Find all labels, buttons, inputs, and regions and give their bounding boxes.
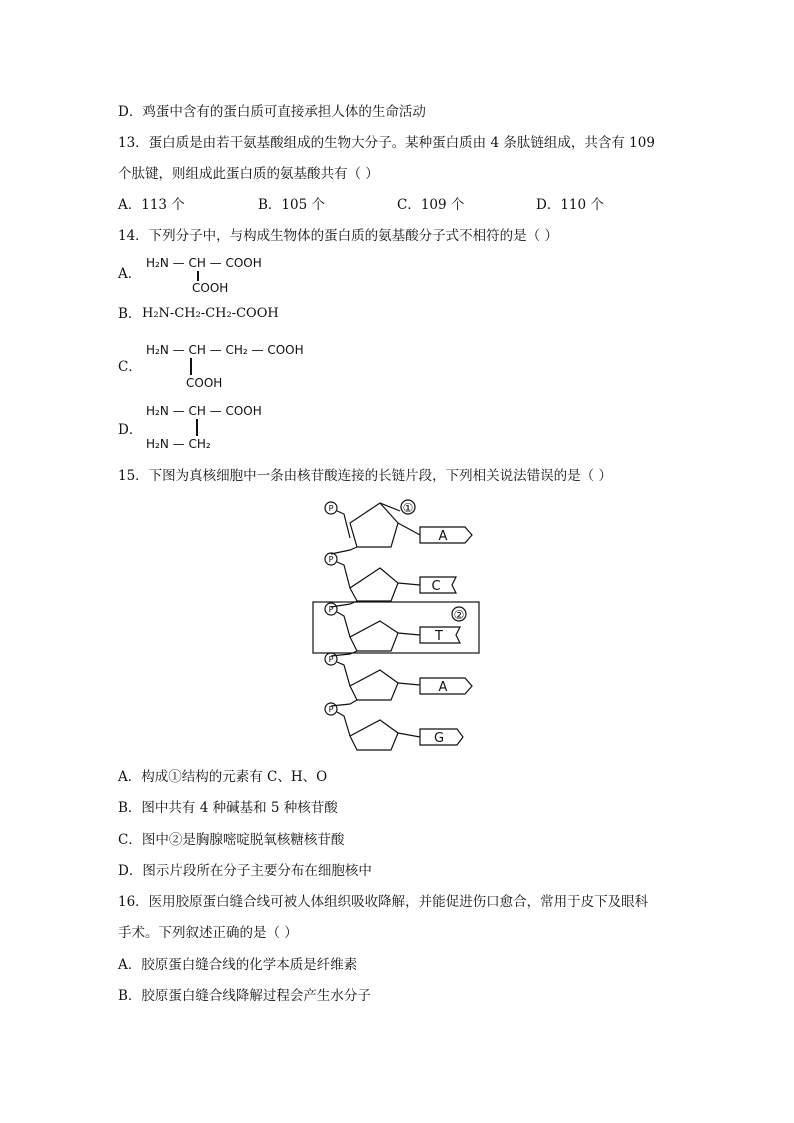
q13-option-a: A．113 个 [118,197,185,213]
q13-option-c: C．109 个 [397,197,465,213]
phosphate-label: P [328,605,334,614]
base-label: A [438,680,448,695]
q14-option-b-label: B． [118,306,142,322]
marker-2-label: ② [453,608,465,622]
q14-d-formula-side: H₂N — CH₂ [146,437,211,451]
q14-option-d-label: D． [118,422,143,438]
base-label: T [435,629,443,644]
q14-d-formula-main: H₂N — CH — COOH [146,404,262,418]
q13-stem-line2: 个肽键，则组成此蛋白质的氨基酸共有（ ） [118,166,379,182]
q16-stem-line1: 16．医用胶原蛋白缝合线可被人体组织吸收降解，并能促进伤口愈合，常用于皮下及眼科 [118,894,649,910]
q15-option-b: B．图中共有 4 种碱基和 5 种核苷酸 [118,800,338,816]
nucleotide-chain-diagram [300,492,500,752]
q14-c-formula-main: H₂N — CH — CH₂ — COOH [146,343,304,357]
marker-1-label: ① [402,501,414,515]
q15-option-c: C．图中②是胸腺嘧啶脱氧核糖核苷酸 [118,832,345,848]
q15-stem: 15．下图为真核细胞中一条由核苷酸连接的长链片段，下列相关说法错误的是（ ） [118,468,612,484]
q13-option-d: D．110 个 [536,197,604,213]
q16-option-b: B．胶原蛋白缝合线降解过程会产生水分子 [118,988,371,1004]
phosphate-label: P [328,705,334,714]
base-label: A [438,529,448,544]
q15-option-d: D．图示片段所在分子主要分布在细胞核中 [118,863,372,879]
q14-a-formula-side: COOH [192,281,229,295]
q15-option-a: A．构成①结构的元素有 C、H、O [118,769,328,785]
q13-stem-line1: 13．蛋白质是由若干氨基酸组成的生物大分子。某种蛋白质由 4 条肽链组成，共含有 109 [118,135,655,151]
q14-option-a-label: A． [118,266,142,282]
q14-b-formula: H₂N-CH₂-CH₂-COOH [142,306,279,321]
q14-option-c-label: C． [118,359,142,375]
phosphate-label: P [328,504,334,513]
q14-c-formula-side: COOH [186,376,223,390]
q14-c-bond [190,358,192,375]
q16-stem-line2: 手术。下列叙述正确的是（ ） [118,925,298,941]
q14-stem: 14．下列分子中，与构成生物体的蛋白质的氨基酸分子式不相符的是（ ） [118,228,558,244]
phosphate-label: P [328,655,334,664]
q14-a-bond [197,271,199,281]
q13-option-b: B．105 个 [258,197,325,213]
base-label: G [433,731,445,746]
q14-a-formula-main: H₂N — CH — COOH [146,256,262,270]
q12-option-d: D．鸡蛋中含有的蛋白质可直接承担人体的生命活动 [118,104,426,120]
base-label: C [431,579,441,594]
phosphate-label: P [328,555,334,564]
q16-option-a: A．胶原蛋白缝合线的化学本质是纤维素 [118,957,358,973]
q14-d-bond [196,419,198,436]
